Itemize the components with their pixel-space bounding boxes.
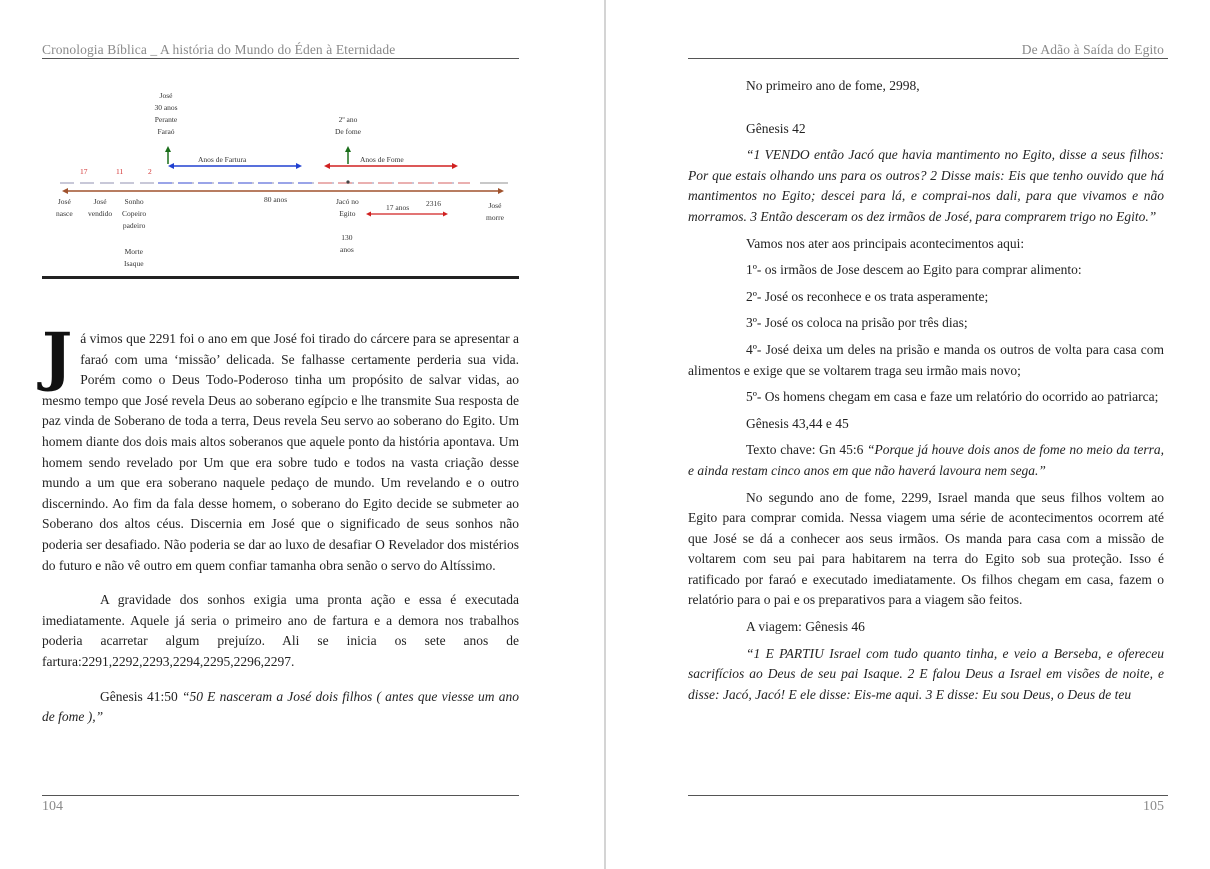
timeline-diagram <box>50 86 520 280</box>
running-head-left: Cronologia Bíblica _ A história do Mundo do Éden à Eternidade <box>42 42 396 57</box>
label-second-year: 2º ano De fome <box>334 115 362 136</box>
label-fartura: Anos de Fartura <box>198 155 247 164</box>
label-jaco-egito: Jacó no Egito <box>336 197 359 218</box>
label-80-anos: 80 anos <box>264 195 288 204</box>
list-item: 3º- José os coloca na prisão por três dias; <box>746 315 968 331</box>
left-body-text <box>42 319 519 728</box>
list-item: 5º- Os homens chegam em casa e faze um relatório do ocorrido ao patriarca; <box>746 389 1159 405</box>
list-item: 2º- José os reconhece e os trata asperamente; <box>746 288 989 304</box>
footer-rule <box>688 795 1168 796</box>
paragraph-acontecimentos: Vamos nos ater aos principais acontecimentos aqui: <box>746 235 1025 251</box>
left-page <box>0 0 604 869</box>
drop-cap: J <box>42 319 73 394</box>
verse-genesis-42: “1 VENDO então Jacó que havia mantimento no Egito, disse a seus filhos: Por que estais olhando uns para os outros? 2 Disse mais: Eis que tenho ouvido que há mantimentos no Egito; descei para lá, e comprai-nos dali, para que vivamos e não morramos. 3 Então desceram os dez irmãos de José, para comprarem trigo no Egito.” <box>688 147 1164 224</box>
paragraph-segundo-ano: No segundo ano de fome, 2299, Israel manda que seus filhos voltem ao Egito para comprar comida. Nessa viagem uma série de acontecimentos ocorrem até que José se dá a conhecer aos seus irmãos. Os manda para casa com a missão de voltarem com seu pai para habitarem na terra do Egito sob sua proteção. Isso é ratificado por faraó e executado imediatamente. Os filhos chegam em casa, fazem o relatório para o pai e os preparativos para a viagem são feitos. <box>688 489 1164 608</box>
label-130-anos: 130 anos <box>340 233 354 254</box>
diagram-bottom-rule <box>42 276 519 279</box>
verse-genesis-41-50: Gênesis 41:50 “50 E nasceram a José dois filhos ( antes que viesse um ano de fome ),” <box>42 688 519 725</box>
page-number-right: 105 <box>1143 799 1164 814</box>
heading-genesis-46: A viagem: Gênesis 46 <box>746 619 865 635</box>
label-jose-nasce: José nasce <box>56 197 73 218</box>
label-11: 11 <box>116 167 124 176</box>
label-2316: 2316 <box>426 199 441 208</box>
label-2: 2 <box>148 167 152 176</box>
label-17: 17 <box>80 167 88 176</box>
label-jose-morre: José morre <box>486 201 504 222</box>
header-rule <box>42 58 519 59</box>
heading-genesis-43-45: Gênesis 43,44 e 45 <box>746 415 849 431</box>
label-jose-30-anos: José 30 anos Perante Faraó <box>154 91 178 136</box>
key-verse: Texto chave: Gn 45:6 “Porque já houve dois anos de fome no meio da terra, e ainda restam cinco anos em que não haverá lavoura nem sega.” <box>688 442 1164 478</box>
label-17-anos: 17 anos <box>386 203 410 212</box>
label-sonho: Sonho Copeiro padeiro <box>122 197 147 230</box>
verse-genesis-46: “1 E PARTIU Israel com tudo quanto tinha, e veio a Berseba, e ofereceu sacrifícios ao Deus de seu pai Isaque. 2 E falou Deus a Israel em visões de noite, e disse: Jacó, Jacó! E ele disse: Eis-me aqui. 3 E disse: Eu sou Deus, o Deus de teu <box>688 645 1164 702</box>
page-number-left: 104 <box>42 799 63 814</box>
running-head-right: De Adão à Saída do Egito <box>1021 42 1164 57</box>
heading-genesis-42: Gênesis 42 <box>746 120 806 136</box>
paragraph-primeiro-ano: No primeiro ano de fome, 2998, <box>746 78 920 93</box>
label-morte-isaque: Morte Isaque <box>124 247 144 268</box>
label-jose-vendido: José vendido <box>88 197 113 218</box>
footer-rule <box>42 795 519 796</box>
header-rule <box>688 58 1168 59</box>
timeline-lines <box>50 86 520 280</box>
list-item: 4º- José deixa um deles na prisão e manda os outros de volta para casa com alimentos e exige que se voltarem traga seu irmão mais novo; <box>688 341 1164 378</box>
right-body-text <box>688 76 1164 711</box>
label-fome: Anos de Fome <box>360 155 404 164</box>
paragraph-1: Já vimos que 2291 foi o ano em que José foi tirado do cárcere para se apresentar a faraó com uma ‘missão’ delicada. Se falhasse certamente perderia sua vida. Porém como o Deus Todo-Poderoso tinha um propósito de salvar vidas, ao mesmo tempo que José revela Deus ao soberano egípcio e lhe transmite Sua resposta de paz vinda de Soberano de toda a terra, Deus revela Seu servo ao soberano do Egito. Um homem diante dos dois mais altos soberanos que aquele ponto da história apontava. Um homem sendo revelado por Um que era sobre tudo e todos na vasta criação desse mundo a um que era soberano naquele pedaço de mundo. Um revelando e o outro discernindo. Ao fim da fala desse homem, o soberano do Egito decide se submeter ao Soberano dos altos céus. Discernia em José que o significado de seus sonhos não poderia ser desafiado. Não poderia se dar ao luxo de desafiar O Revelador dos mistérios do futuro e não vê outro em quem confiar tamanha obra senão o servo do Altíssimo. <box>42 319 519 573</box>
list-item: 1º- os irmãos de Jose descem ao Egito para comprar alimento: <box>746 262 1082 278</box>
paragraph-2: A gravidade dos sonhos exigia uma pronta ação e essa é executada imediatamente. Aquele já seria o primeiro ano de fartura e a demora nos trabalhos poderia acarretar algum prejuízo. Ali se inicia os sete anos de fartura:2291,2292,2293,2294,2295,2296,2297. <box>42 592 519 669</box>
